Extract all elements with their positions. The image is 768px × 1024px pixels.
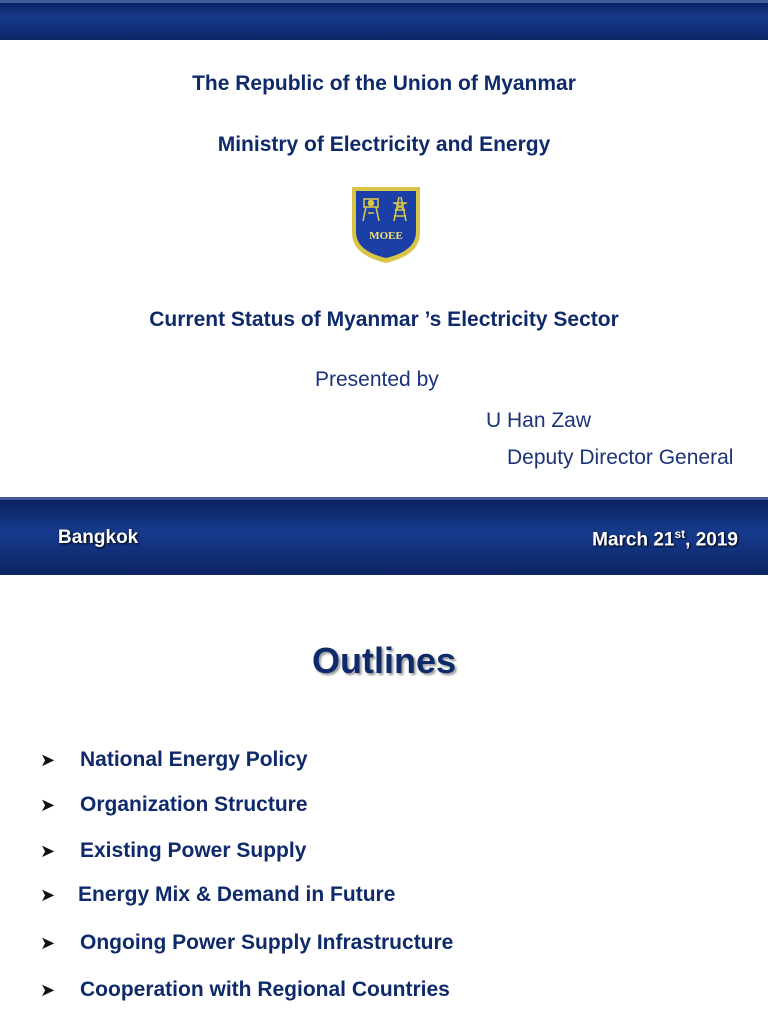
date-suffix-ordinal: st: [674, 527, 686, 541]
banner-highlight: [0, 0, 768, 3]
outline-title: Outlines: [311, 640, 457, 681]
outline-item-label: Ongoing Power Supply Infrastructure: [80, 931, 454, 954]
event-location: Bangkok: [58, 527, 139, 548]
logo-text: MOEE: [369, 230, 403, 242]
banner-highlight: [0, 497, 768, 500]
outline-item-label: Existing Power Supply: [80, 839, 307, 862]
ministry-heading: Ministry of Electricity and Energy: [217, 133, 551, 156]
presented-by-label: Presented by: [315, 368, 439, 391]
outline-item-label: Cooperation with Regional Countries: [80, 978, 450, 1001]
outline-item: [40, 836, 306, 866]
arrow-bullet-icon: ➤: [40, 840, 56, 861]
event-date: [592, 527, 738, 551]
outline-item: [40, 928, 453, 958]
outline-item: [40, 880, 395, 910]
arrow-bullet-icon: ➤: [40, 884, 56, 905]
presenter-name: U Han Zaw: [486, 409, 592, 432]
date-year: , 2019: [685, 529, 738, 551]
top-banner: [0, 0, 768, 40]
moee-logo: [348, 183, 424, 265]
outline-item: [40, 790, 308, 820]
presenter-title: Deputy Director General: [507, 446, 734, 469]
date-prefix: March 21: [592, 529, 675, 551]
arrow-bullet-icon: ➤: [40, 979, 56, 1000]
outline-item: [40, 745, 308, 775]
republic-heading: The Republic of the Union of Myanmar: [192, 72, 576, 95]
arrow-bullet-icon: ➤: [40, 932, 56, 953]
outline-item-label: Organization Structure: [80, 793, 308, 816]
outline-item-label: Energy Mix & Demand in Future: [78, 883, 396, 906]
outline-item-label: National Energy Policy: [80, 748, 308, 771]
presentation-title: Current Status of Myanmar ’s Electricity Sector: [149, 308, 619, 331]
arrow-bullet-icon: ➤: [40, 794, 56, 815]
outline-item: [40, 975, 450, 1005]
arrow-bullet-icon: ➤: [40, 749, 56, 770]
